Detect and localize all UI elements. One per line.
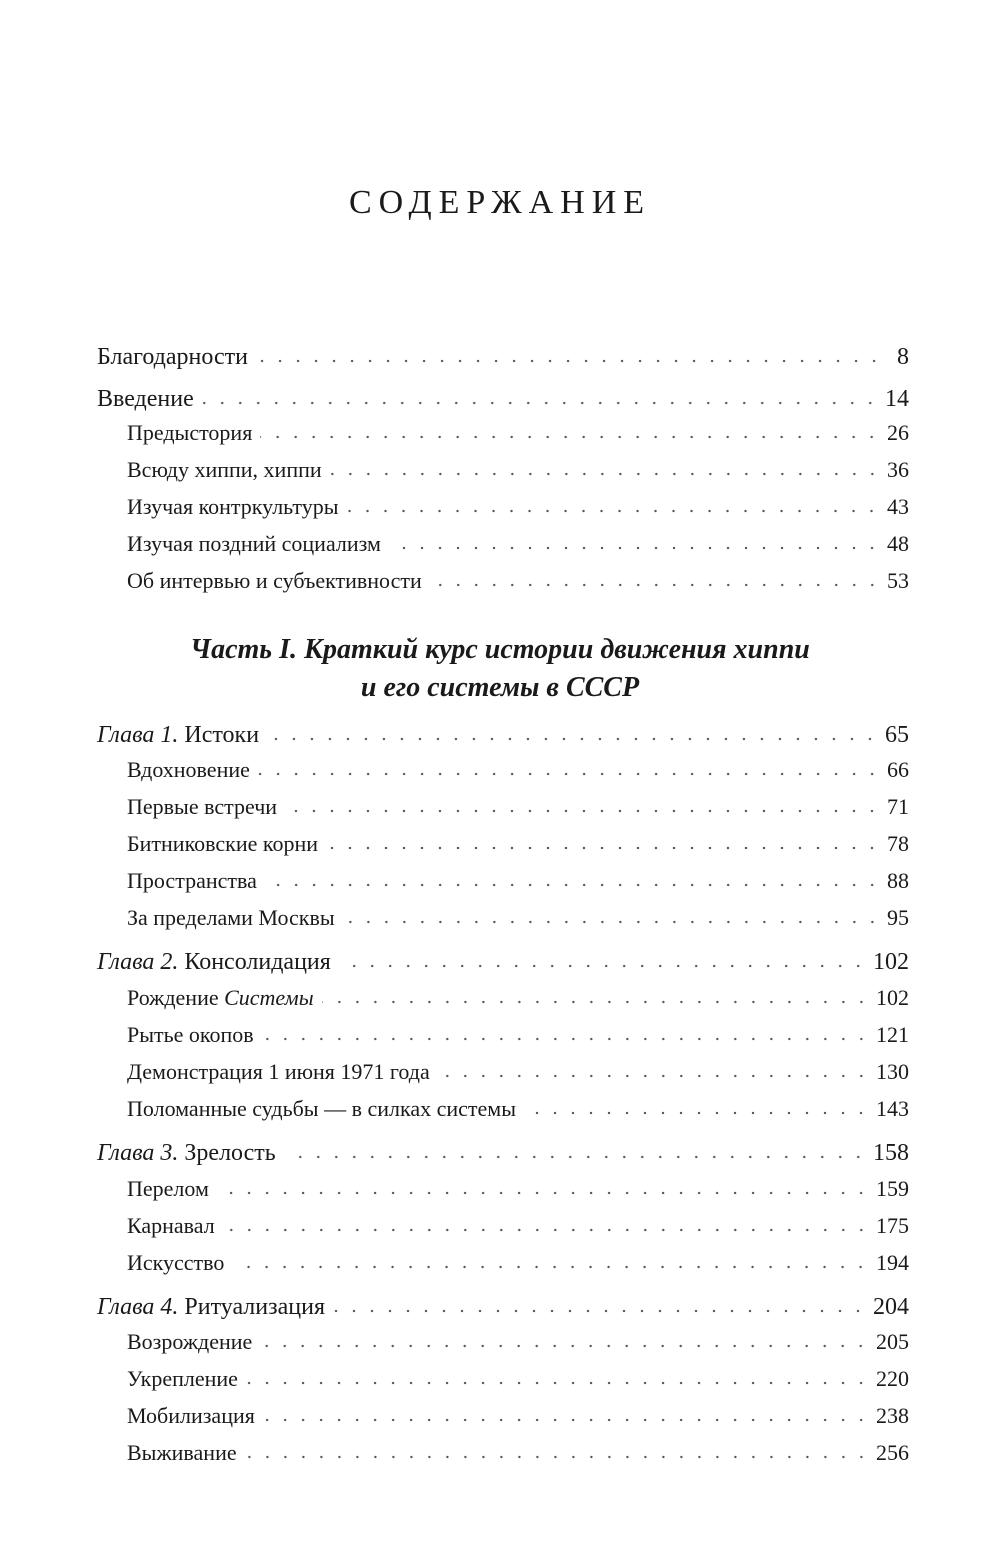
toc-entry-page: 36 <box>887 457 909 482</box>
chapter-prefix: Глава 2. <box>97 949 179 975</box>
toc-entry-label: Вдохновение <box>127 757 250 782</box>
toc-entry-label: Демонстрация 1 июня 1971 года <box>127 1059 430 1084</box>
toc-chapter[interactable] <box>97 1134 909 1168</box>
part-heading-line1: Часть I. Краткий курс истории движения хиппи <box>190 634 810 665</box>
toc-entry-label: Всюду хиппи, хиппи <box>127 457 322 482</box>
toc-subentry[interactable] <box>127 979 909 1013</box>
toc-entry-page: 194 <box>876 1250 909 1275</box>
toc-entry-label: Изучая поздний социализм <box>127 531 381 556</box>
toc-entry-label: Карнавал <box>127 1213 215 1238</box>
dot-leader <box>256 358 883 364</box>
toc-entry-label: Предыстория <box>127 420 253 445</box>
chapter-title: Зрелость <box>184 1140 276 1166</box>
toc-subentry[interactable] <box>127 414 909 448</box>
toc-entry-label: Искусство <box>127 1250 225 1275</box>
dot-leader <box>284 1154 867 1160</box>
dot-leader <box>339 963 867 969</box>
toc-entry-label: Рождение <box>127 985 225 1010</box>
dot-leader <box>524 1110 870 1116</box>
toc-chapter[interactable] <box>97 943 909 977</box>
toc-entry-page: 159 <box>876 1176 909 1201</box>
toc-subentry[interactable] <box>127 862 909 896</box>
chapter-prefix: Глава 4. <box>97 1294 179 1320</box>
toc-entry[interactable] <box>97 338 909 372</box>
toc-subentry[interactable] <box>127 1244 909 1278</box>
toc-subentry[interactable] <box>127 1323 909 1357</box>
toc-entry-label: Благодарности <box>97 344 248 370</box>
toc-chapter[interactable] <box>97 716 909 750</box>
toc-entry[interactable] <box>97 380 909 414</box>
toc-subentry[interactable] <box>127 1090 909 1124</box>
toc-entry-label: Об интервью и субъективности <box>127 568 422 593</box>
toc-subentry[interactable] <box>127 525 909 559</box>
toc-entry-page: 88 <box>887 868 909 893</box>
toc-entry-page: 65 <box>885 722 909 748</box>
toc-subentry[interactable] <box>127 1360 909 1394</box>
toc-entry-label: Изучая контркультуры <box>127 494 339 519</box>
toc-subentry[interactable] <box>127 1170 909 1204</box>
dot-leader <box>438 1073 870 1079</box>
toc-chapter[interactable] <box>97 1288 909 1322</box>
toc-subentry[interactable] <box>127 451 909 485</box>
chapter-title: Консолидация <box>184 949 331 975</box>
toc-subentry[interactable] <box>127 1053 909 1087</box>
toc-entry-label: Битниковские корни <box>127 831 319 856</box>
toc-entry-page: 102 <box>873 949 909 975</box>
dot-leader <box>245 1454 870 1460</box>
part-heading-line2: и его системы в СССР <box>360 672 640 703</box>
toc-subentry[interactable] <box>127 1207 909 1241</box>
dot-leader <box>202 400 879 406</box>
toc-subentry[interactable] <box>127 825 909 859</box>
toc-entry-page: 256 <box>876 1440 909 1465</box>
toc-entry-page: 204 <box>873 1294 909 1320</box>
toc-entry-page: 130 <box>876 1059 909 1084</box>
chapter-title: Истоки <box>184 722 260 748</box>
toc-entry-page: 175 <box>876 1213 909 1238</box>
dot-leader <box>343 919 881 925</box>
toc-entry-page: 238 <box>876 1403 909 1428</box>
toc-entry-page: 220 <box>876 1366 909 1391</box>
toc-entry-page: 143 <box>876 1096 909 1121</box>
dot-leader <box>326 845 881 851</box>
dot-leader <box>322 999 870 1005</box>
toc-entry-page: 158 <box>873 1140 909 1166</box>
dot-leader <box>217 1190 870 1196</box>
dot-leader <box>246 1380 870 1386</box>
dot-leader <box>430 582 881 588</box>
toc-subentry[interactable] <box>127 1016 909 1050</box>
dot-leader <box>258 771 881 777</box>
toc-entry-page: 71 <box>887 794 909 819</box>
toc-entry-page: 8 <box>897 344 909 370</box>
chapter-prefix: Глава 3. <box>97 1140 179 1166</box>
toc-entry-label: Возрождение <box>127 1329 253 1354</box>
dot-leader <box>260 434 881 440</box>
toc-entry-page: 102 <box>876 985 909 1010</box>
toc-subentry[interactable] <box>127 899 909 933</box>
toc-entry-label: Выживание <box>127 1440 237 1465</box>
toc-subentry[interactable] <box>127 788 909 822</box>
toc-subentry[interactable] <box>127 488 909 522</box>
dot-leader <box>330 471 881 477</box>
toc-entry-label-italic: Системы <box>224 985 314 1010</box>
toc-entry-label: Рытье окопов <box>127 1022 254 1047</box>
dot-leader <box>263 1417 870 1423</box>
page-title: СОДЕРЖАНИЕ <box>348 184 652 221</box>
dot-leader <box>265 882 881 888</box>
toc-entry-page: 78 <box>887 831 909 856</box>
toc-subentry[interactable] <box>127 1397 909 1431</box>
dot-leader <box>285 808 881 814</box>
toc-entry-page: 95 <box>887 905 909 930</box>
dot-leader <box>232 1264 870 1270</box>
dot-leader <box>260 1343 870 1349</box>
toc-entry-page: 48 <box>887 531 909 556</box>
toc-entry-label: Укрепление <box>127 1366 238 1391</box>
toc-entry-label: За пределами Москвы <box>127 905 335 930</box>
dot-leader <box>267 736 879 742</box>
dot-leader <box>389 545 881 551</box>
toc-entry-page: 26 <box>887 420 909 445</box>
toc-entry-page: 43 <box>887 494 909 519</box>
toc-entry-label: Пространства <box>127 868 257 893</box>
toc-entry-label: Введение <box>97 386 194 412</box>
toc-entry-page: 205 <box>876 1329 909 1354</box>
toc-entry-label: Мобилизация <box>127 1403 255 1428</box>
toc-entry-page: 53 <box>887 568 909 593</box>
toc-entry-label: Первые встречи <box>127 794 278 819</box>
toc-subentry[interactable] <box>127 751 909 785</box>
dot-leader <box>346 508 881 514</box>
dot-leader <box>333 1308 867 1314</box>
dot-leader <box>223 1227 870 1233</box>
toc-subentry[interactable] <box>127 562 909 596</box>
toc-entry-page: 121 <box>876 1022 909 1047</box>
toc-entry-page: 14 <box>885 386 909 412</box>
toc-subentry[interactable] <box>127 1434 909 1468</box>
chapter-title: Ритуализация <box>184 1294 325 1320</box>
toc-entry-page: 66 <box>887 757 909 782</box>
chapter-prefix: Глава 1. <box>97 722 179 748</box>
dot-leader <box>262 1036 870 1042</box>
toc-entry-label: Поломанные судьбы — в силках системы <box>127 1096 516 1121</box>
toc-entry-label: Перелом <box>127 1176 209 1201</box>
